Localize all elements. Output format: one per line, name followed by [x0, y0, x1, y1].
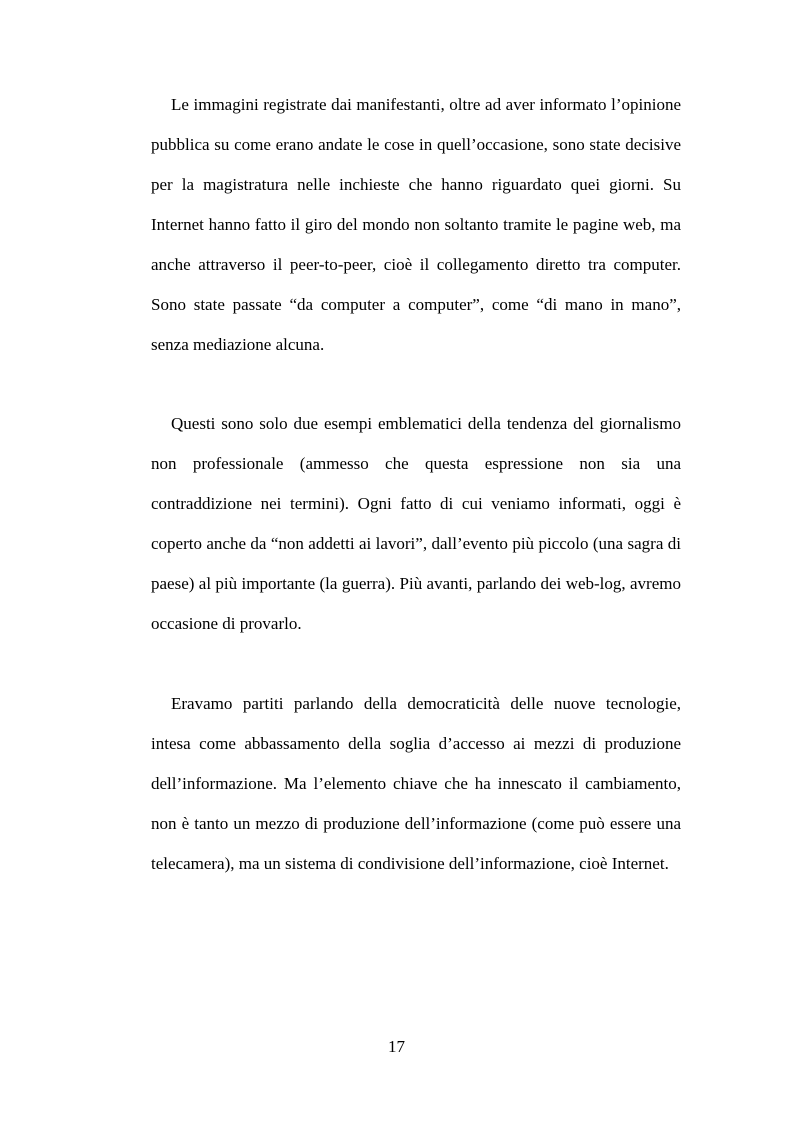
- paragraph-3: Eravamo partiti parlando della democraticità delle nuove tecnologie, intesa come abbassamento della soglia d’accesso ai mezzi di produzione dell’informazione. Ma l’elemento chiave che ha innescato il cambiamento, non è tanto un mezzo di produzione dell’informazione (come può essere una telecamera), ma un sistema di condivisione dell’informazione, cioè Internet.: [151, 694, 681, 873]
- paragraph-2: Questi sono solo due esempi emblematici della tendenza del giornalismo non professionale (ammesso che questa espressione non sia una contraddizione nei termini). Ogni fatto di cui veniamo informati, oggi è coperto anche da “non addetti ai lavori”, dall’evento più piccolo (una sagra di paese) al più importante (la guerra). Più avanti, parlando dei web-log, avremo occasione di provarlo.: [151, 414, 681, 633]
- paragraph-1: Le immagini registrate dai manifestanti, oltre ad aver informato l’opinione pubblica su come erano andate le cose in quell’occasione, sono state decisive per la magistratura nelle inchieste che hanno riguardato quei giorni. Su Internet hanno fatto il giro del mondo non soltanto tramite le pagine web, ma anche attraverso il peer-to-peer, cioè il collegamento diretto tra computer. Sono state passate “da computer a computer”, come “di mano in mano”, senza mediazione alcuna.: [151, 95, 681, 354]
- page-number: 17: [388, 1037, 405, 1056]
